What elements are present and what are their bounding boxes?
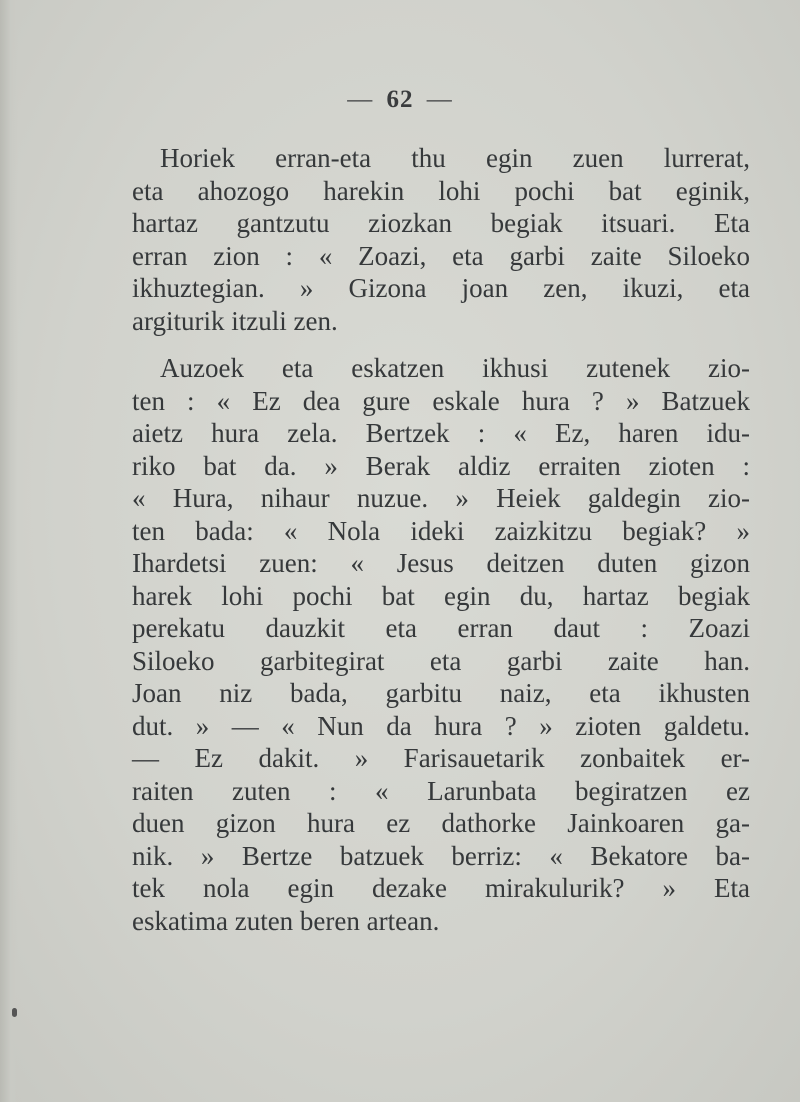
text-line: Ihardetsi zuen: « Jesus deitzen duten gizon <box>132 548 750 578</box>
text-line: tek nola egin dezake mirakulurik? » Eta <box>132 873 750 903</box>
page-header <box>0 86 800 114</box>
text-line: perekatu dauzkit eta erran daut : Zoazi <box>132 613 750 643</box>
text-line: Joan niz bada, garbitu naiz, eta ikhusten <box>132 678 750 708</box>
text-line: dut. » — « Nun da hura ? » zioten galdetu. <box>132 710 750 741</box>
page-binding-edge <box>0 0 18 1102</box>
text-line: Horiek erran-eta thu egin zuen lurrerat, <box>160 143 750 173</box>
header-dash-right: — <box>426 86 453 113</box>
ink-spot <box>12 1008 17 1017</box>
text-line: ten : « Ez dea gure eskale hura ? » Batzuek <box>132 385 750 416</box>
text-line: — Ez dakit. » Farisauetarik zonbaitek er- <box>132 743 750 773</box>
text-line: hartaz gantzutu ziozkan begiak itsuari. Eta <box>132 208 750 238</box>
text-line: ikhuztegian. » Gizona joan zen, ikuzi, eta <box>132 273 750 303</box>
text-line: eta ahozogo harekin lohi pochi bat eginik, <box>132 175 750 206</box>
text-line: ten bada: « Nola ideki zaizkitzu begiak? » <box>132 515 750 546</box>
paragraph-2 <box>132 352 750 937</box>
text-line: duen gizon hura ez dathorke Jainkoaren ga- <box>132 808 750 838</box>
text-line: « Hura, nihaur nuzue. » Heiek galdegin zio- <box>132 483 750 513</box>
body-text <box>132 142 750 937</box>
header-dash-left: — <box>347 86 374 113</box>
text-line: aietz hura zela. Bertzek : « Ez, haren idu- <box>132 418 750 448</box>
paragraph-1 <box>132 142 750 337</box>
text-line: harek lohi pochi bat egin du, hartaz begiak <box>132 580 750 611</box>
text-line: erran zion : « Zoazi, eta garbi zaite Siloeko <box>132 240 750 271</box>
text-line: nik. » Bertze batzuek berriz: « Bekatore ba- <box>132 840 750 871</box>
text-line: eskatima zuten beren artean. <box>132 905 440 936</box>
text-line: Siloeko garbitegirat eta garbi zaite han. <box>132 645 750 676</box>
text-line: Auzoek eta eskatzen ikhusi zutenek zio- <box>160 353 750 383</box>
text-line: riko bat da. » Berak aldiz erraiten zioten : <box>132 450 750 481</box>
page-number: 62 <box>386 86 414 113</box>
text-line: raiten zuten : « Larunbata begiratzen ez <box>132 775 750 806</box>
text-line: argiturik itzuli zen. <box>132 305 338 336</box>
